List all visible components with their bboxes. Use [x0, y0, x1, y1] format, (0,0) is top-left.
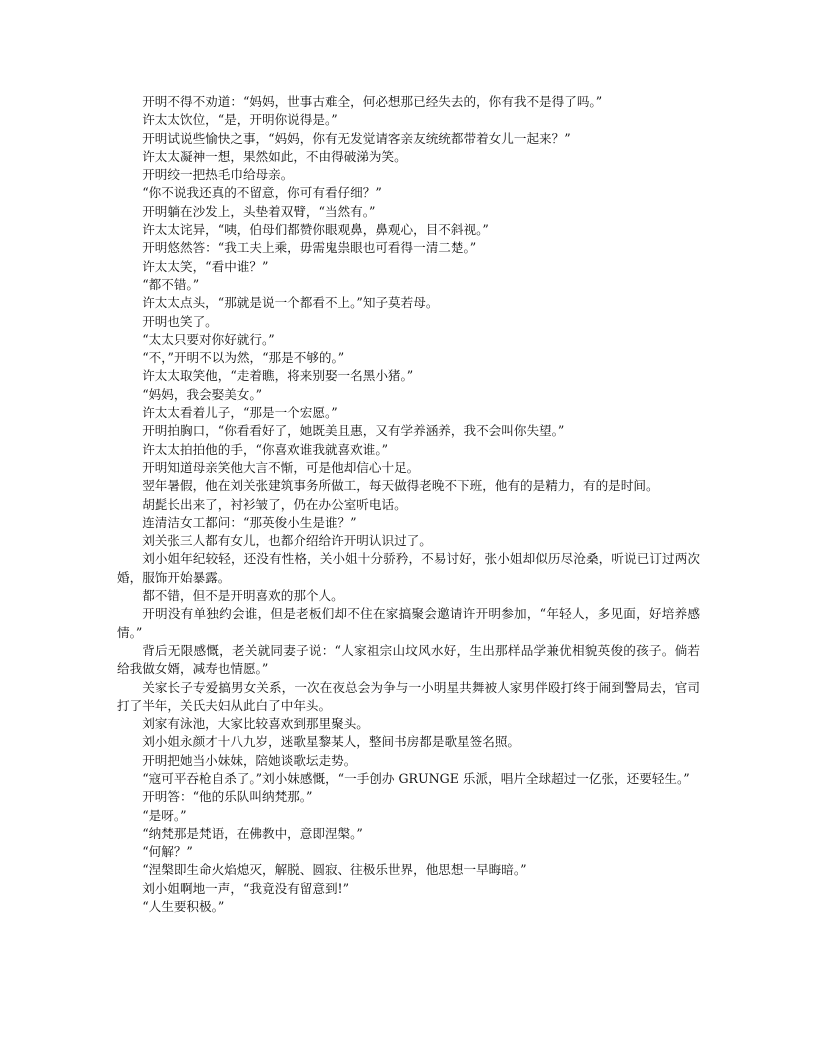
- paragraph: 开明把她当小妹妹，陪她谈歌坛走势。: [142, 752, 357, 768]
- paragraph: 许太太取笑他，“走着瞧，将来别娶一名黑小猪。”: [142, 368, 414, 384]
- paragraph: 刘小姐年纪较轻，还没有性格，关小姐十分骄矜，不易讨好，张小姐却似历尽沧桑，听说已订过两次婚，服饰开始暴露。: [117, 551, 700, 585]
- paragraph: “人生要积极。”: [142, 899, 225, 915]
- paragraph: 开明拍胸口，“你看看好了，她既美且惠，又有学养涵养，我不会叫你失望。”: [142, 423, 565, 439]
- paragraph: 刘家有泳池，大家比较喜欢到那里聚头。: [142, 716, 369, 732]
- paragraph: 许太太看着儿子，“那是一个宏愿。”: [142, 405, 338, 421]
- paragraph: 许太太饮位，“是，开明你说得是。”: [142, 112, 338, 128]
- paragraph: 开明答：“他的乐队叫纳梵那。”: [142, 789, 313, 805]
- paragraph: 许太太点头，“那就是说一个都看不上。”知子莫若母。: [142, 295, 439, 311]
- paragraph: “太太只要对你好就行。”: [142, 331, 275, 347]
- paragraph: 开明绞一把热毛巾给母亲。: [142, 167, 294, 183]
- paragraph: 翌年暑假，他在刘关张建筑事务所做工，每天做得老晚不下班，他有的是精力，有的是时间。: [142, 478, 659, 494]
- paragraph: 开明悠然答：“我工夫上乘，毋需鬼祟眼也可看得一清二楚。”: [142, 240, 477, 256]
- document-page: [117, 93, 700, 916]
- paragraph: 关家长子专爱搞男女关系，一次在夜总会为争与一小明星共舞被人家男伴殴打终于闹到警局去，官司打了半年，关氏夫妇从此白了中年头。: [117, 679, 700, 713]
- paragraph: “涅槃即生命火焰熄灭，解脱、圆寂、往极乐世界，他思想一早晦暗。”: [142, 862, 527, 878]
- paragraph: 刘关张三人都有女儿，也都介绍给许开明认识过了。: [142, 533, 432, 549]
- paragraph: 都不错，但不是开明喜欢的那个人。: [142, 588, 344, 604]
- paragraph: 背后无限感慨，老关就同妻子说：“人家祖宗山坟风水好，生出那样品学兼优相貌英俊的孩子。倘若给我做女婿，减寿也情愿。”: [117, 642, 700, 677]
- paragraph: 许太太笑，“看中谁？”: [142, 258, 269, 274]
- paragraph: “都不错。”: [142, 276, 200, 292]
- paragraph: “是呀。”: [142, 807, 187, 823]
- paragraph: 开明躺在沙发上，头垫着双臂，“当然有。”: [142, 203, 376, 219]
- paragraph: 许太太拍拍他的手，“你喜欢谁我就喜欢谁。”: [142, 441, 389, 457]
- paragraph: 许太太凝神一想，果然如此，不由得破涕为笑。: [142, 148, 407, 164]
- paragraph: “何解？”: [142, 844, 193, 860]
- paragraph: 刘小姐啊地一声，“我竟没有留意到!”: [142, 880, 350, 896]
- paragraph: “寇可平吞枪自杀了。”刘小妹感慨，“一手创办 GRUNGE 乐派，唱片全球超过一亿张，还要轻生。”: [142, 770, 690, 786]
- paragraph: 刘小姐永颜才十八九岁，迷歌星黎某人，整间书房都是歌星签名照。: [142, 734, 520, 750]
- paragraph: 开明不得不劝道：“妈妈，世事古难全，何必想那已经失去的，你有我不是得了吗。”: [142, 94, 603, 109]
- paragraph: “不，”开明不以为然，“那是不够的。”: [142, 350, 345, 366]
- paragraph: 连清洁女工都问：“那英俊小生是谁？”: [142, 514, 357, 530]
- paragraph: 开明也笑了。: [142, 313, 218, 329]
- paragraph: “妈妈，我会娶美女。”: [142, 386, 263, 402]
- paragraph: 许太太诧异，“咦，伯母们都赞你眼观鼻，鼻观心，目不斜视。”: [142, 222, 489, 238]
- paragraph: 开明没有单独约会谁，但是老板们却不住在家搞聚会邀请许开明参加，“年轻人，多见面，好培养感情。”: [117, 606, 700, 640]
- paragraph: 开明试说些愉快之事，“妈妈，你有无发觉请客亲友统统都带着女儿一起来？”: [142, 130, 571, 146]
- paragraph: “纳梵那是梵语，在佛教中，意即涅槃。”: [142, 825, 363, 841]
- paragraph: 胡髭长出来了，衬衫皱了，仍在办公室听电话。: [142, 496, 407, 512]
- paragraph: 开明知道母亲笑他大言不惭，可是他却信心十足。: [142, 459, 420, 475]
- paragraph: “你不说我还真的不留意，你可有看仔细？”: [142, 185, 382, 201]
